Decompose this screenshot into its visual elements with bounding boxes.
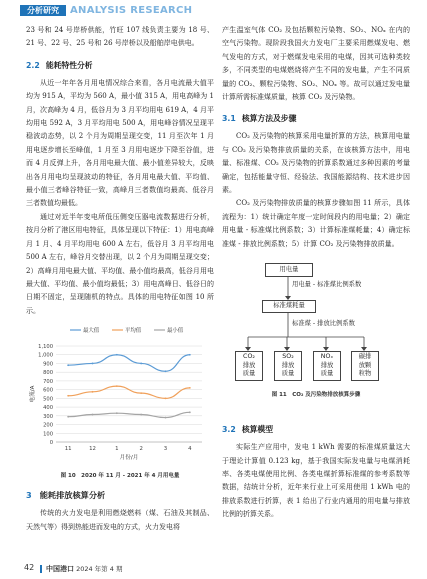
y-tick-label: 200 (43, 422, 53, 429)
series-line (68, 386, 190, 398)
line-chart (26, 322, 214, 470)
section-number: 2.2 (26, 60, 40, 70)
series-line (68, 355, 190, 372)
figure-10-caption: 图 10 2020 年 11 月 - 2021 年 4 月用电量 (60, 473, 180, 480)
data-point (116, 412, 118, 414)
box-line: 排放 (281, 361, 295, 369)
data-point (189, 387, 191, 389)
box-line: 放颗 (358, 361, 372, 369)
journal-issue: 2024 年第 4 期 (76, 565, 123, 573)
journal-name (46, 564, 122, 574)
box-line: CO₂ (243, 353, 255, 361)
box-line: NOₓ (320, 353, 334, 361)
data-point (189, 412, 191, 414)
x-tick-label: 2 (139, 446, 143, 453)
x-tick-label: 12 (89, 446, 96, 453)
y-axis-label: 电流/A (30, 385, 36, 403)
flow-box-coal: 标准煤耗量 (262, 300, 316, 313)
footer-divider (40, 565, 42, 573)
section-heading-3 (26, 489, 214, 501)
flow-box-particulate (351, 351, 379, 381)
y-tick-label: 1,000 (38, 352, 53, 359)
y-tick-label: 700 (43, 379, 53, 386)
paragraph: 23 号和 24 号岸桥供能，竹旺 107 线负责主要为 18 号、21 号、22 号、25 号和 26 号岸桥以及船舶岸电供电。 (26, 26, 214, 48)
section-number: 3 (26, 490, 32, 501)
flow-box-co2 (235, 351, 263, 381)
series-line (68, 412, 190, 417)
data-point (165, 417, 167, 419)
data-point (189, 354, 191, 356)
section-title: 能耗排放核算分析 (39, 490, 106, 501)
box-line: 排放 (320, 361, 334, 369)
flow-label-coef2: 标准煤 - 排放比例系数 (292, 320, 355, 328)
flow-box-nox (313, 351, 341, 381)
paragraph: 传统的火力发电是利用燃烧燃料（煤、石油及其制品、天然气等）得到热能进而发电的方式，火力发电将 (26, 509, 214, 531)
section-title: 核算方法及步骤 (241, 114, 297, 124)
flow-label-coef1: 用电量 - 标准煤比例系数 (292, 281, 362, 289)
data-point (92, 363, 94, 365)
figure-11-flowchart (222, 255, 410, 415)
figure-11-caption: 图 11 CO₂ 及污染物排放核算步骤 (271, 392, 361, 399)
legend-label: 平均值 (125, 328, 142, 335)
section-tag: 分析研究 (20, 5, 66, 16)
box-line: 质量 (320, 370, 334, 378)
paragraph: CO₂ 及污染物排放质量的核算步骤如图 11 所示，具体流程为：1）统计确定年度一定时间段内的用电量；2）确定用电量 - 标准煤比例系数；3）计算标准煤耗量；4）确定标准煤 - 排放比例系数；5）计算 CO₂ 及污染物排放质量。 (222, 199, 410, 248)
x-tick-label: 4 (188, 446, 192, 453)
right-column (222, 24, 410, 522)
data-point (92, 414, 94, 416)
data-point (92, 391, 94, 393)
section-tag-english: ANALYSIS RESEARCH (70, 5, 193, 16)
x-tick-label: 1 (115, 446, 119, 453)
data-point (116, 354, 118, 356)
box-line: 粒物 (358, 370, 372, 378)
y-tick-label: 300 (43, 413, 53, 420)
x-tick-label: 11 (64, 446, 72, 453)
y-tick-label: 800 (43, 370, 53, 377)
data-point (140, 392, 142, 394)
box-line: 质量 (242, 370, 256, 378)
y-tick-label: 900 (43, 361, 53, 368)
section-heading-3-2 (222, 424, 410, 436)
data-point (67, 416, 69, 418)
section-number: 3.2 (222, 425, 236, 435)
legend-label: 最大值 (83, 328, 100, 335)
journal-title: 中国港口 (46, 565, 74, 573)
y-tick-label: 0 (49, 440, 53, 447)
data-point (165, 398, 167, 400)
paragraph: 产生温室气体 CO₂ 及包括颗粒污染物、SO₂、NOₓ 在内的空气污染物。现阶段我国火力发电厂主要采用燃煤发电、燃气发电的方式，对于燃煤发电采用的电煤，因其可选种类较多，不同类型的电煤燃烧将产生不同的发电量，产生不同质量的 CO₂、颗粒污染物、SO₂、NOₓ 等。故可以通过发电量计算所需标准煤质量，核算 CO₂ 及污染物。 (222, 26, 410, 102)
paragraph: 从近一年年各月用电情况综合来看，各月电流最大值平均为 915 A，平均为 560 A，最小值 315 A，用电高峰为 1 月，次高峰为 4 月，低谷月为 3 月平均用电 619 A，4 月平均用电 592 A，3 月平均用电 500 A，用电峰谷情况呈现平稳波动态势，以 2 个月为周期呈现交变，11 月至次年 1 月用电逐步增长至峰值，1 月至 3 月用电逐步下降至谷值，进而 4 月反弹上升，各月用电最大值、最小值差异较大，反映出各月用电均呈现波动的特征，各月用电最大值、平均值、最小值三者峰谷特征一致，高峰月三者数值均最高、低谷月三者数值均最低。 (26, 78, 214, 208)
section-title: 能耗特性分析 (45, 60, 93, 70)
flow-box-so2 (274, 351, 302, 381)
section-title: 核算模型 (241, 425, 273, 435)
y-tick-label: 100 (43, 431, 53, 438)
box-line: SO₂ (282, 353, 294, 361)
legend-label: 最小值 (167, 328, 184, 335)
box-line: 排放 (242, 361, 256, 369)
data-point (165, 371, 167, 373)
y-tick-label: 600 (43, 387, 53, 394)
paragraph: 实际生产应用中，发电 1 kWh 需要的标准煤质量这大于理论计算值 0.123 kg，基于我国实际发电量与电煤消耗率、各类电煤使用比例、各类电煤折算标准煤的参考系数等数据，结统计分析，近年来行业上可采用使用 1 kWh 电的排放系数进行折算，表 1 给出了行业内通用的用电量与排放比例的折算关系。 (222, 443, 410, 519)
left-column (26, 24, 214, 534)
data-point (140, 363, 142, 365)
data-point (140, 414, 142, 416)
section-number: 3.1 (222, 114, 236, 124)
y-tick-label: 400 (43, 405, 53, 412)
flow-box-usage: 用电量 (265, 263, 313, 277)
y-tick-label: 1,100 (38, 344, 53, 351)
paragraph: 通过对近半年变电所低压侧变压器电流数据进行分析，按月分析了港区用电特征，具体呈现以下特征：1）用电高峰月 1 月、4 月平均用电 600 A 左右，低谷月 3 月平均用电 500 A 左右，峰谷月交替出现，以 2 个月为周期呈现交变；2）高峰月用电最大值、平均值、最小值均最高，低谷月用电最大值、平均值、最小值均最低；3）用电高峰日、低谷日的日期不固定，呈现随机的特点。具体的用电特征如图 10 所示。 (26, 212, 214, 315)
data-point (116, 385, 118, 387)
x-tick-label: 3 (163, 446, 168, 453)
x-axis-label: 月份/月 (119, 455, 139, 462)
page-footer (0, 560, 427, 576)
section-heading-3-1 (222, 113, 410, 125)
data-point (67, 395, 69, 397)
y-tick-label: 500 (43, 396, 53, 403)
page-number: 42 (24, 563, 35, 572)
figure-10-chart (26, 322, 214, 470)
section-heading-2-2 (26, 60, 214, 72)
data-point (67, 364, 69, 366)
box-line: 质量 (281, 370, 295, 378)
paragraph: CO₂ 及污染物的核算采用电量折算的方法，核算用电量与 CO₂ 及污染物排放质量的关系，在该核算方法中，用电量、标准煤、CO₂ 及污染物的折算系数通过多种因素的考量确定，包括能量守恒、经验法、我国能源结构、技术进步因素。 (222, 132, 410, 195)
header-bar (0, 0, 427, 18)
box-line: 碳排 (358, 353, 372, 361)
